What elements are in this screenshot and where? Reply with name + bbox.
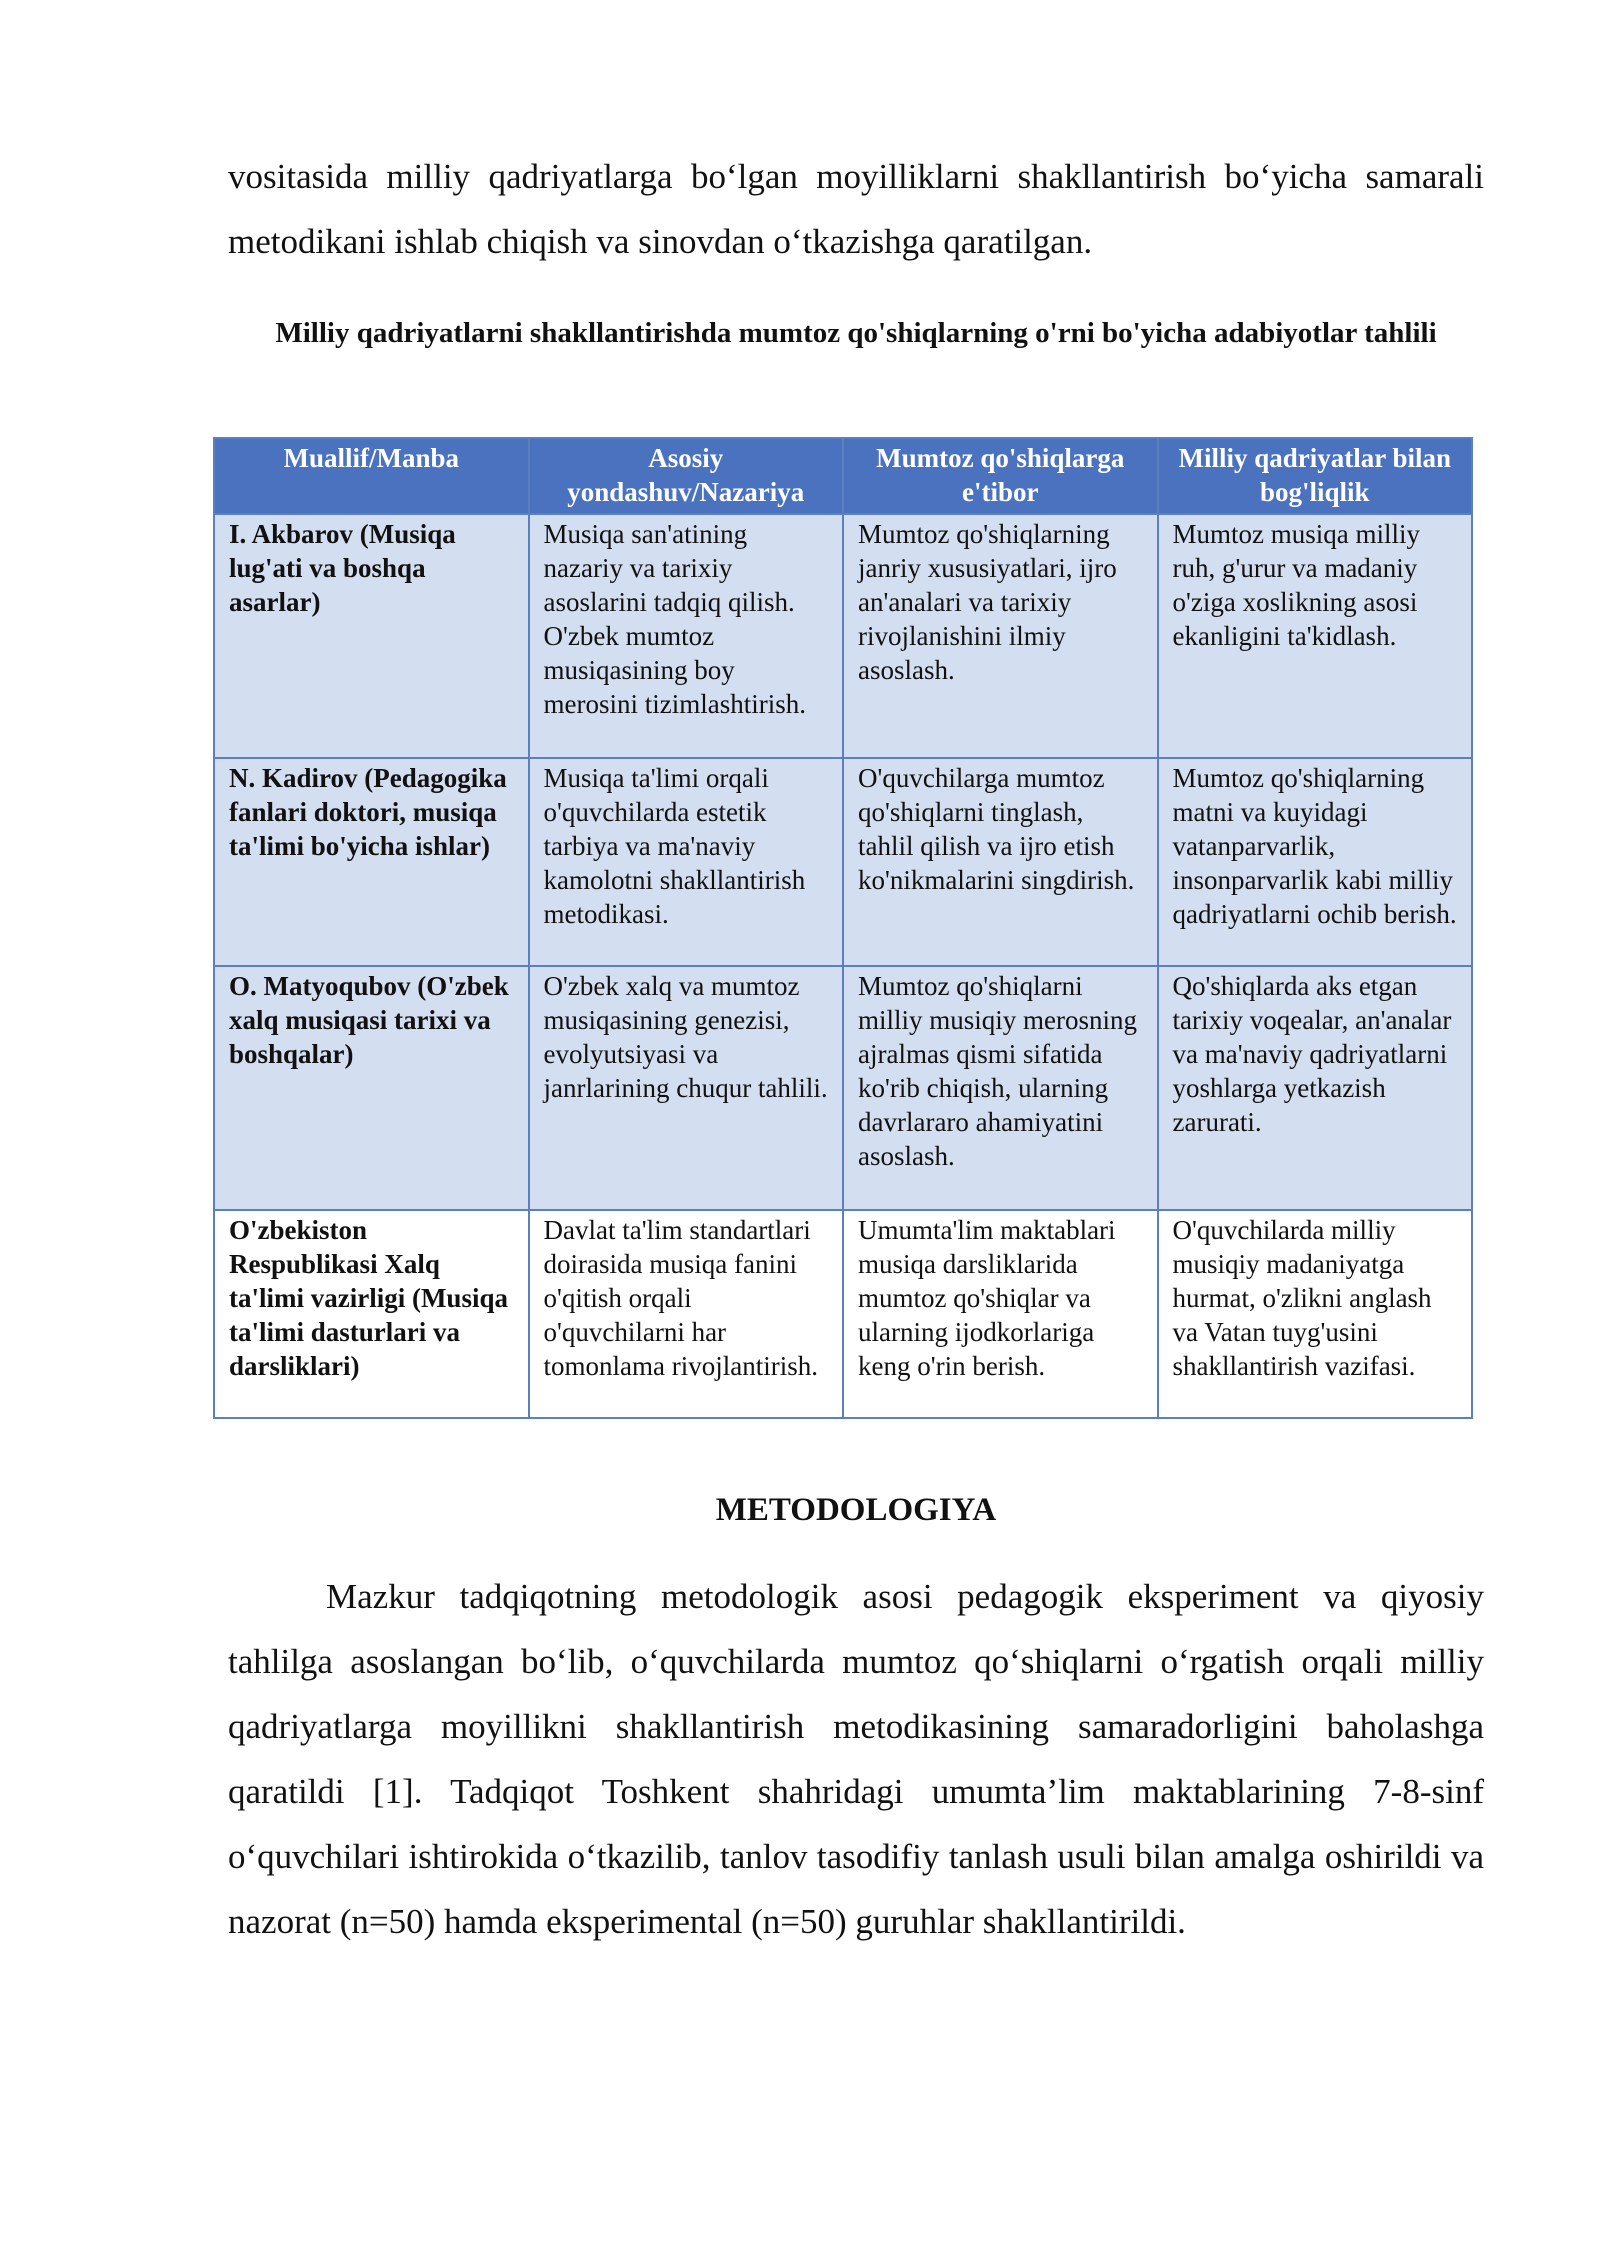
cell-classical-songs: Mumtoz qo'shiqlarning janriy xususiyatlari, ijro an'analari va tarixiy rivojlanishini ilmiy asoslash. — [843, 514, 1158, 758]
cell-national-values: O'quvchilarda milliy musiqiy madaniyatga hurmat, o'zlikni anglash va Vatan tuyg'usini shakllantirish vazifasi. — [1158, 1210, 1473, 1418]
intro-paragraph: vositasida milliy qadriyatlarga bo‘lgan moyilliklarni shakllantirish bo‘yicha samarali metodikani ishlab chiqish va sinovdan o‘tkazishga qaratilgan. — [228, 157, 1484, 261]
table-row — [214, 1210, 1472, 1418]
section-heading: METODOLOGIYA — [715, 1492, 997, 1528]
cell-national-values: Mumtoz qo'shiqlarning matni va kuyidagi vatanparvarlik, insonparvarlik kabi milliy qadriyatlarni ochib berish. — [1158, 758, 1473, 966]
header-national-values: Milliy qadriyatlar bilan bog'liqlik — [1158, 438, 1473, 514]
cell-author: N. Kadirov (Pedagogika fanlari doktori, musiqa ta'limi bo'yicha ishlar) — [214, 758, 529, 966]
table-row — [214, 758, 1472, 966]
cell-approach: Musiqa ta'limi orqali o'quvchilarda estetik tarbiya va ma'naviy kamolotni shakllantirish metodikasi. — [529, 758, 844, 966]
cell-classical-songs: Umumta'lim maktablari musiqa darsliklarida mumtoz qo'shiqlar va ularning ijodkorlariga keng o'rin berish. — [843, 1210, 1158, 1418]
cell-classical-songs: Mumtoz qo'shiqlarni milliy musiqiy merosning ajralmas qismi sifatida ko'rib chiqish, ularning davrlararo ahamiyatini asoslash. — [843, 966, 1158, 1210]
cell-national-values: Qo'shiqlarda aks etgan tarixiy voqealar, an'analar va ma'naviy qadriyatlarni yoshlarga yetkazish zarurati. — [1158, 966, 1473, 1210]
cell-approach: Davlat ta'lim standartlari doirasida musiqa fanini o'qitish orqali o'quvchilarni har tomonlama rivojlantirish. — [529, 1210, 844, 1418]
literature-table — [213, 437, 1473, 1419]
table-row — [214, 966, 1472, 1210]
cell-approach: Musiqa san'atining nazariy va tarixiy asoslarini tadqiq qilish. O'zbek mumtoz musiqasining boy merosini tizimlashtirish. — [529, 514, 844, 758]
cell-approach: O'zbek xalq va mumtoz musiqasining genezisi, evolyutsiyasi va janrlarining chuqur tahlili. — [529, 966, 844, 1210]
table-caption: Milliy qadriyatlarni shakllantirishda mumtoz qo'shiqlarning o'rni bo'yicha adabiyotlar tahlili — [275, 317, 1437, 349]
header-classical-songs: Mumtoz qo'shiqlarga e'tibor — [843, 438, 1158, 514]
cell-national-values: Mumtoz musiqa milliy ruh, g'urur va madaniy o'ziga xoslikning asosi ekanligini ta'kidlash. — [1158, 514, 1473, 758]
cell-classical-songs: O'quvchilarga mumtoz qo'shiqlarni tinglash, tahlil qilish va ijro etish ko'nikmalarini singdirish. — [843, 758, 1158, 966]
methodology-paragraph: Mazkur tadqiqotning metodologik asosi pedagogik eksperiment va qiyosiy tahlilga asoslangan bo‘lib, o‘quvchilarda mumtoz qo‘shiqlarni o‘rgatish orqali milliy qadriyatlarga moyillikni shakllantirish metodikasining samaradorligini baholashga qaratildi [1]. Tadqiqot Toshkent shahridagi umumta’lim maktablarining 7-8-sinf o‘quvchilari ishtirokida o‘tkazilib, tanlov tasodifiy tanlash usuli bilan amalga oshirildi va nazorat (n=50) hamda eksperimental (n=50) guruhlar shakllantirildi. — [228, 1577, 1484, 1941]
table-row — [214, 514, 1472, 758]
cell-author: I. Akbarov (Musiqa lug'ati va boshqa asarlar) — [214, 514, 529, 758]
header-author: Muallif/Manba — [214, 438, 529, 514]
cell-author: O. Matyoqubov (O'zbek xalq musiqasi tarixi va boshqalar) — [214, 966, 529, 1210]
header-approach: Asosiy yondashuv/Nazariya — [529, 438, 844, 514]
cell-author: O'zbekiston Respublikasi Xalq ta'limi vazirligi (Musiqa ta'limi dasturlari va darsliklari) — [214, 1210, 529, 1418]
table-header-row — [214, 438, 1472, 514]
